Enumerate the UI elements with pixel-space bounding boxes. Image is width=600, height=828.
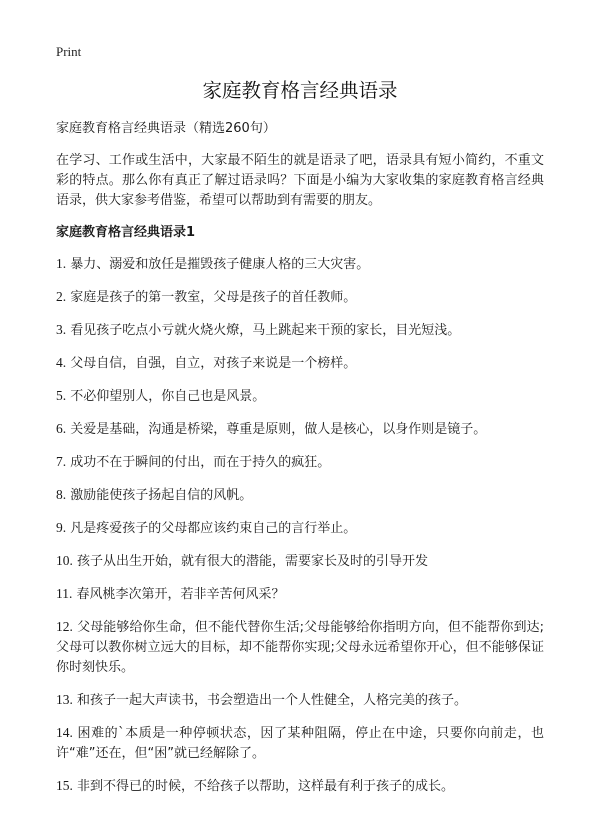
quote-item [56,518,544,539]
quote-item [56,776,544,797]
quote-text: 父母能够给你生命，但不能代替你生活;父母能够给你指明方向，但不能帮你到达;父母可以教你树立远大的目标，却不能帮你实现;父母永远希望你开心，但不能够保证你时刻快乐。 [56,620,545,675]
quote-text: 非到不得已的时候，不给孩子以帮助，这样最有利于孩子的成长。 [77,779,455,794]
quote-text: 看见孩子吃点小亏就火烧火燎，马上跳起来干预的家长，目光短浅。 [70,323,461,338]
page-title: 家庭教育格言经典语录 [202,79,398,102]
quote-text: 激励能使孩子扬起自信的风帆。 [70,488,253,503]
quote-number: 8. [56,487,67,502]
quote-number: 10. [56,553,73,568]
quote-text: 困难的`本质是一种停顿状态，因了某种阻隔，停止在中途，只要你向前走，也许“难”还在，但“困”就已经解除了。 [56,726,544,761]
quote-number: 7. [56,454,67,469]
quote-item [56,353,544,374]
quote-number: 11. [56,586,73,601]
quote-item [56,690,544,711]
quote-number: 12. [56,619,73,634]
quote-text: 不必仰望别人，你自己也是风景。 [70,389,266,404]
quote-number: 6. [56,421,67,436]
intro-paragraph: 在学习、工作或生活中，大家最不陌生的就是语录了吧，语录具有短小简约，不重文彩的特点。那么你有真正了解过语录吗？下面是小编为大家收集的家庭教育格言经典语录，供大家参考借鉴，希望可以帮助到有需要的朋友。 [56,153,544,208]
print-link[interactable]: Print [56,44,82,59]
quote-text: 关爱是基础，沟通是桥梁，尊重是原则，做人是核心，以身作则是镜子。 [70,422,487,437]
quote-number: 4. [56,355,67,370]
quote-item [56,723,544,764]
quote-item [56,320,544,341]
quote-text: 和孩子一起大声读书，书会塑造出一个人性健全，人格完美的孩子。 [77,693,468,708]
section-heading: 家庭教育格言经典语录1 [56,225,196,240]
quote-number: 14. [56,725,73,740]
quote-list [56,254,544,797]
quote-item [56,617,544,678]
quote-text: 成功不在于瞬间的付出，而在于持久的疯狂。 [70,455,331,470]
quote-text: 孩子从出生开始，就有很大的潜能，需要家长及时的引导开发 [77,554,429,569]
quote-number: 13. [56,692,73,707]
quote-item [56,287,544,308]
quote-number: 3. [56,322,67,337]
quote-item [56,485,544,506]
quote-number: 15. [56,778,73,793]
quote-number: 1. [56,256,67,271]
quote-item [56,254,544,275]
quote-text: 凡是疼爱孩子的父母都应该约束自己的言行举止。 [70,521,357,536]
quote-item [56,584,544,605]
quote-number: 2. [56,289,67,304]
quote-text: 暴力、溺爱和放任是摧毁孩子健康人格的三大灾害。 [70,257,370,272]
quote-item [56,386,544,407]
quote-item [56,452,544,473]
quote-text: 父母自信，自强，自立，对孩子来说是一个榜样。 [70,356,357,371]
quote-number: 9. [56,520,67,535]
quote-item [56,551,544,572]
document-subtitle: 家庭教育格言经典语录（精选260句） [56,121,276,136]
quote-number: 5. [56,388,67,403]
quote-text: 春风桃李次第开，若非辛苦何风采？ [76,587,285,602]
quote-item [56,419,544,440]
quote-text: 家庭是孩子的第一教室，父母是孩子的首任教师。 [70,290,357,305]
